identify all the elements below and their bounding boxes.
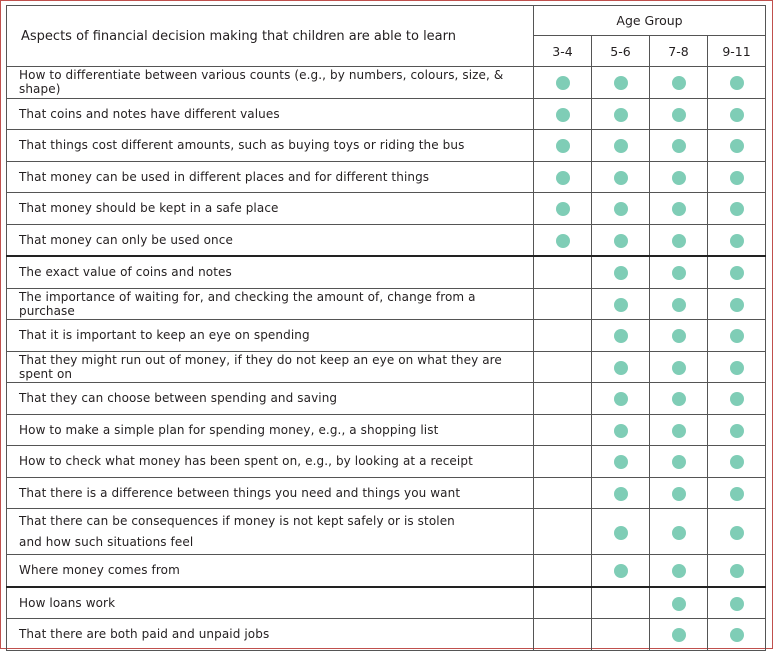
age-cell-5-6 <box>592 67 650 99</box>
age-cell-9-11 <box>708 320 766 352</box>
check-dot-icon <box>614 526 628 540</box>
age-cell-3-4 <box>534 414 592 446</box>
age-cell-9-11 <box>708 351 766 383</box>
age-cell-7-8 <box>650 383 708 415</box>
check-dot-icon <box>556 108 570 122</box>
age-cell-9-11 <box>708 130 766 162</box>
age-cell-3-4 <box>534 288 592 320</box>
age-cell-9-11 <box>708 288 766 320</box>
check-dot-icon <box>614 487 628 501</box>
header-row-top <box>7 6 766 36</box>
check-dot-icon <box>730 424 744 438</box>
age-cell-9-11 <box>708 98 766 130</box>
check-dot-icon <box>730 392 744 406</box>
check-dot-icon <box>556 202 570 216</box>
table-row <box>7 67 766 99</box>
age-cell-3-4 <box>534 619 592 651</box>
check-dot-icon <box>614 564 628 578</box>
table-row <box>7 320 766 352</box>
check-dot-icon <box>730 234 744 248</box>
financial-learning-table <box>6 5 766 651</box>
check-dot-icon <box>730 361 744 375</box>
check-dot-icon <box>614 202 628 216</box>
aspect-label: That there can be consequences if money is not kept safely or is stolen and how such situations feel <box>7 509 534 555</box>
check-dot-icon <box>672 361 686 375</box>
age-cell-7-8 <box>650 256 708 288</box>
age-cell-5-6 <box>592 161 650 193</box>
age-cell-3-4 <box>534 320 592 352</box>
check-dot-icon <box>672 329 686 343</box>
table-row <box>7 414 766 446</box>
table-row <box>7 477 766 509</box>
check-dot-icon <box>614 234 628 248</box>
age-cell-3-4 <box>534 351 592 383</box>
age-cell-5-6 <box>592 414 650 446</box>
check-dot-icon <box>556 171 570 185</box>
age-cell-3-4 <box>534 256 592 288</box>
check-dot-icon <box>730 139 744 153</box>
age-cell-3-4 <box>534 555 592 587</box>
check-dot-icon <box>614 298 628 312</box>
age-header-5-6: 5-6 <box>592 36 650 67</box>
age-cell-5-6 <box>592 619 650 651</box>
age-cell-9-11 <box>708 414 766 446</box>
check-dot-icon <box>556 139 570 153</box>
age-cell-7-8 <box>650 320 708 352</box>
check-dot-icon <box>614 171 628 185</box>
age-cell-7-8 <box>650 288 708 320</box>
aspect-label: That coins and notes have different values <box>7 98 534 130</box>
age-cell-3-4 <box>534 161 592 193</box>
check-dot-icon <box>614 76 628 90</box>
age-cell-9-11 <box>708 619 766 651</box>
aspect-column-header: Aspects of financial decision making that children are able to learn <box>7 6 534 67</box>
age-cell-5-6 <box>592 351 650 383</box>
age-cell-5-6 <box>592 587 650 619</box>
check-dot-icon <box>730 202 744 216</box>
table-row <box>7 587 766 619</box>
check-dot-icon <box>672 139 686 153</box>
aspect-label: That there is a difference between things you need and things you want <box>7 477 534 509</box>
age-cell-5-6 <box>592 477 650 509</box>
age-cell-9-11 <box>708 193 766 225</box>
aspect-label: How to check what money has been spent on, e.g., by looking at a receipt <box>7 446 534 478</box>
aspect-label: That there are both paid and unpaid jobs <box>7 619 534 651</box>
age-cell-7-8 <box>650 67 708 99</box>
check-dot-icon <box>730 171 744 185</box>
table-row <box>7 130 766 162</box>
check-dot-icon <box>614 455 628 469</box>
age-cell-3-4 <box>534 509 592 555</box>
age-cell-9-11 <box>708 224 766 256</box>
age-cell-7-8 <box>650 619 708 651</box>
age-cell-5-6 <box>592 320 650 352</box>
table-row <box>7 98 766 130</box>
age-cell-3-4 <box>534 383 592 415</box>
check-dot-icon <box>730 526 744 540</box>
check-dot-icon <box>672 564 686 578</box>
check-dot-icon <box>672 234 686 248</box>
aspect-label: The exact value of coins and notes <box>7 256 534 288</box>
aspect-label: Where money comes from <box>7 555 534 587</box>
age-cell-5-6 <box>592 256 650 288</box>
table-row <box>7 446 766 478</box>
table-row <box>7 161 766 193</box>
table-row <box>7 555 766 587</box>
age-cell-5-6 <box>592 130 650 162</box>
age-cell-5-6 <box>592 446 650 478</box>
check-dot-icon <box>672 424 686 438</box>
age-group-header: Age Group <box>534 6 766 36</box>
table-row <box>7 256 766 288</box>
age-cell-7-8 <box>650 446 708 478</box>
check-dot-icon <box>730 298 744 312</box>
check-dot-icon <box>672 171 686 185</box>
check-dot-icon <box>614 361 628 375</box>
check-dot-icon <box>556 234 570 248</box>
age-cell-7-8 <box>650 161 708 193</box>
table-row <box>7 193 766 225</box>
age-cell-7-8 <box>650 224 708 256</box>
age-cell-9-11 <box>708 256 766 288</box>
age-cell-3-4 <box>534 446 592 478</box>
aspect-label: How loans work <box>7 587 534 619</box>
table-row <box>7 224 766 256</box>
aspect-label: That money can be used in different places and for different things <box>7 161 534 193</box>
table-row <box>7 509 766 555</box>
check-dot-icon <box>614 266 628 280</box>
aspect-label: That it is important to keep an eye on spending <box>7 320 534 352</box>
check-dot-icon <box>556 76 570 90</box>
aspect-label: That things cost different amounts, such as buying toys or riding the bus <box>7 130 534 162</box>
check-dot-icon <box>672 628 686 642</box>
age-cell-3-4 <box>534 477 592 509</box>
check-dot-icon <box>730 487 744 501</box>
check-dot-icon <box>730 76 744 90</box>
table-row <box>7 383 766 415</box>
aspect-label: The importance of waiting for, and checking the amount of, change from a purchase <box>7 288 534 320</box>
age-cell-5-6 <box>592 98 650 130</box>
check-dot-icon <box>672 108 686 122</box>
age-cell-3-4 <box>534 67 592 99</box>
age-cell-3-4 <box>534 130 592 162</box>
age-cell-9-11 <box>708 587 766 619</box>
check-dot-icon <box>672 597 686 611</box>
check-dot-icon <box>672 298 686 312</box>
check-dot-icon <box>730 597 744 611</box>
check-dot-icon <box>614 139 628 153</box>
age-header-9-11: 9-11 <box>708 36 766 67</box>
age-cell-7-8 <box>650 351 708 383</box>
age-cell-3-4 <box>534 587 592 619</box>
check-dot-icon <box>672 487 686 501</box>
age-cell-7-8 <box>650 98 708 130</box>
age-cell-9-11 <box>708 383 766 415</box>
aspect-label: That money should be kept in a safe place <box>7 193 534 225</box>
aspect-label: That they can choose between spending and saving <box>7 383 534 415</box>
age-cell-7-8 <box>650 193 708 225</box>
age-header-3-4: 3-4 <box>534 36 592 67</box>
table-body <box>7 67 766 651</box>
age-cell-9-11 <box>708 509 766 555</box>
age-cell-9-11 <box>708 161 766 193</box>
age-cell-5-6 <box>592 555 650 587</box>
age-cell-7-8 <box>650 587 708 619</box>
check-dot-icon <box>730 266 744 280</box>
age-cell-9-11 <box>708 477 766 509</box>
age-cell-7-8 <box>650 509 708 555</box>
age-cell-5-6 <box>592 509 650 555</box>
age-cell-7-8 <box>650 130 708 162</box>
age-cell-7-8 <box>650 414 708 446</box>
check-dot-icon <box>672 266 686 280</box>
check-dot-icon <box>730 329 744 343</box>
aspect-label: How to differentiate between various counts (e.g., by numbers, colours, size, & shape) <box>7 67 534 99</box>
age-cell-7-8 <box>650 555 708 587</box>
check-dot-icon <box>614 108 628 122</box>
age-cell-5-6 <box>592 193 650 225</box>
check-dot-icon <box>614 392 628 406</box>
age-header-7-8: 7-8 <box>650 36 708 67</box>
check-dot-icon <box>672 455 686 469</box>
table-row <box>7 288 766 320</box>
age-cell-9-11 <box>708 67 766 99</box>
age-cell-9-11 <box>708 555 766 587</box>
table-row <box>7 351 766 383</box>
check-dot-icon <box>672 76 686 90</box>
check-dot-icon <box>730 108 744 122</box>
age-cell-7-8 <box>650 477 708 509</box>
check-dot-icon <box>614 424 628 438</box>
age-cell-5-6 <box>592 224 650 256</box>
check-dot-icon <box>672 526 686 540</box>
check-dot-icon <box>730 564 744 578</box>
aspect-label: How to make a simple plan for spending money, e.g., a shopping list <box>7 414 534 446</box>
age-cell-9-11 <box>708 446 766 478</box>
age-cell-5-6 <box>592 288 650 320</box>
check-dot-icon <box>730 455 744 469</box>
check-dot-icon <box>672 392 686 406</box>
check-dot-icon <box>614 329 628 343</box>
age-cell-3-4 <box>534 224 592 256</box>
check-dot-icon <box>730 628 744 642</box>
aspect-label: That they might run out of money, if they do not keep an eye on what they are spent on <box>7 351 534 383</box>
age-cell-3-4 <box>534 98 592 130</box>
aspect-label: That money can only be used once <box>7 224 534 256</box>
table-row <box>7 619 766 651</box>
age-cell-5-6 <box>592 383 650 415</box>
check-dot-icon <box>672 202 686 216</box>
age-cell-3-4 <box>534 193 592 225</box>
